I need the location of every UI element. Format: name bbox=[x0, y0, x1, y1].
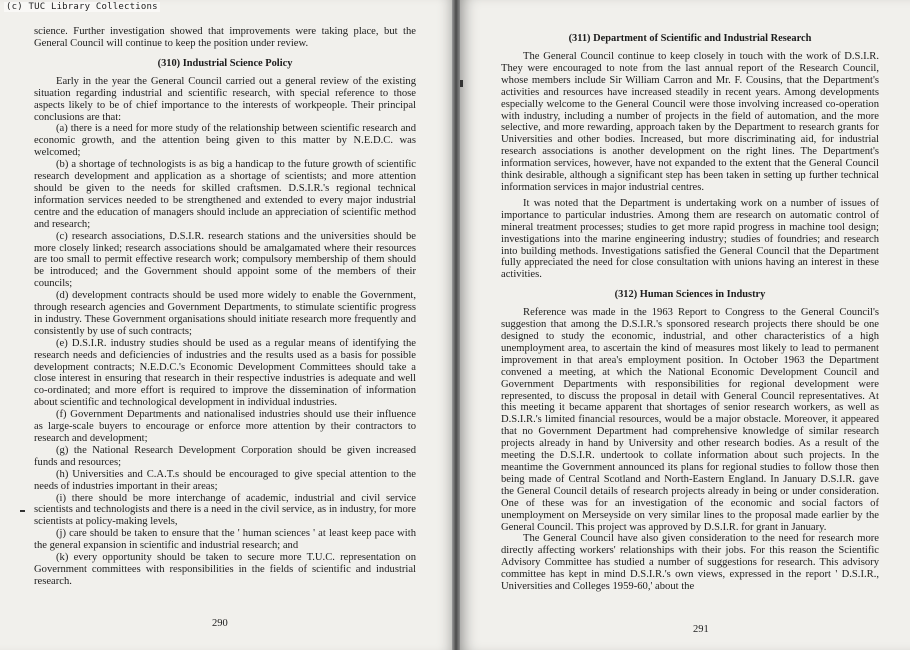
paragraph: It was noted that the Department is undertaking work on a number of issues of importance to particular industries. Among them are research on automatic control of mineral treatment processes; studies to get more rapid progress in machine tool design; investigations into the marine engineering industry; studies of foundries; and research into building methods. Investigations satisfied the General Council that the Department fully appreciated the need for close consultation with unions having an interest in these activities. bbox=[501, 197, 879, 281]
lead-paragraph: Early in the year the General Council carried out a general review of the existing situation regarding industrial and scientific research, with special reference to those aspects likely to be of chief importance to the interests of workpeople. Their principal conclusions are that: bbox=[34, 75, 416, 123]
list-item: (d) development contracts should be used more widely to enable the Government, through research agencies and Government Departments, to stimulate scientific progress in industry. These Government organisations should initiate research more frequently and consistently by use of such contracts; bbox=[34, 290, 416, 337]
list-item: (a) there is a need for more study of the relationship between scientific research and economic growth, and the attention being given to this matter by N.E.D.C. was welcomed; bbox=[34, 123, 416, 159]
section-heading-312: (312) Human Sciences in Industry bbox=[614, 289, 766, 301]
list-item: (k) every opportunity should be taken to secure more T.U.C. representation on Government committees with responsibilities in the fields of scientific and industrial research. bbox=[34, 552, 416, 587]
right-page bbox=[460, 0, 910, 650]
list-item: (f) Government Departments and nationalised industries should use their influence as large-scale buyers to encourage or enforce more attention by their contractors to research and development; bbox=[34, 409, 416, 444]
left-page bbox=[0, 0, 452, 650]
right-page-body bbox=[501, 33, 879, 593]
page-number-right: 291 bbox=[693, 624, 709, 635]
list-item: (b) a shortage of technologists is as big a handicap to the future growth of scientific research development and application as a shortage of scientists; and more attention should be given to the needs for skilled craftsmen. D.S.I.R.'s regional technical information services needed to be strengthened and extended to every major industrial centre and the education of managers should include an appreciation of scientific method and research; bbox=[34, 159, 416, 230]
margin-mark bbox=[460, 80, 463, 87]
left-page-body bbox=[34, 26, 416, 588]
paragraph: Reference was made in the 1963 Report to Congress to the General Council's suggestion that among the D.S.I.R.'s sponsored research projects there should be one designed to study the economic, industrial, and other characteristics of a high unemployment area, to ascertain the kind of measures most likely to lead to permanent improvement in that area's employment position. In October 1963 the Department convened a meeting, at which the National Economic Development Council and Government Departments with responsibilities for regional development were represented, to discuss the proposal in detail with General Council representatives. At this meeting it became apparent that shortages of senior research workers, as well as D.S.I.R.'s limited financial resources, would be a major obstacle. Moreover, it appeared that no Government Department had comprehensive knowledge of similar research projects already in hand by University and other research bodies. As a result of the meeting the D.S.I.R. undertook to collate information about such projects. In the meantime the Government announced its plans for regional studies to follow those then being made of Central Scotland and North-Eastern England. In January D.S.I.R. gave the General Council details of research projects already in being or under consideration. One of these was for an investigation of the economic and social factors of unemployment on Merseyside on very similar lines to the proposal made earlier by the General Council. This project was approved by D.S.I.R. for grant in January. bbox=[501, 307, 879, 533]
book-gutter bbox=[452, 0, 460, 650]
page-number-left: 290 bbox=[212, 618, 228, 629]
paragraph: The General Council continue to keep closely in touch with the work of D.S.I.R. They were encouraged to note from the last annual report of the Research Council, whose members include Sir William Carron and Mr. F. Cousins, that the Department's activities and resources have increased steadily in recent years. Among developments especially welcome to the General Council were those involving increased co-operation with industry, including a number of projects in the field of automation, and the more selective, and more rewarding, approach taken by the Department to research grants for Universities and other bodies. Increased, but more discriminating aid, for industrial research associations is another development on the right lines. The Department's information services, however, have not expanded to the extent that the General Council think desirable, although a significant step has been taken in setting up further technical information services in major industrial centres. bbox=[501, 51, 879, 193]
intro-paragraph: science. Further investigation showed that improvements were taking place, but the General Council will continue to keep the position under review. bbox=[34, 26, 416, 49]
list-item: (h) Universities and C.A.T.s should be encouraged to give special attention to the needs of industries important in their areas; bbox=[34, 468, 416, 492]
list-item: (e) D.S.I.R. industry studies should be used as a regular means of identifying the research needs and deficiencies of industries and the results used as a basis for possible development contracts; N.E.D.C.'s Economic Development Committees should take a close interest in ensuring that research in their respective industries is adequate and well co-ordinated; and more effort is required to improve the dissemination of information about scientific and technological development in individual industries. bbox=[34, 337, 416, 409]
section-heading-310: (310) Industrial Science Policy bbox=[157, 57, 293, 69]
section-heading-311: (311) Department of Scientific and Industrial Research bbox=[568, 33, 812, 44]
margin-mark bbox=[20, 510, 25, 512]
list-item: (i) there should be more interchange of academic, industrial and civil service scientists and technologists and there is a need in the civil service, as in industry, for more scientists at policy-making levels, bbox=[34, 492, 416, 528]
paragraph: The General Council have also given consideration to the need for research more directly affecting workers' relationships with their jobs. For this reason the Scientific Advisory Committee has studied a number of suggestions for research. This advisory committee has kept in mind D.S.I.R.'s own views, expressed in the report ' D.S.I.R., Universities and Colleges 1959-60,' about the bbox=[501, 533, 879, 593]
watermark: (c) TUC Library Collections bbox=[6, 2, 158, 12]
list-item: (j) care should be taken to ensure that the ' human sciences ' at least keep pace with the general expansion in scientific and industrial research; and bbox=[34, 528, 416, 552]
list-item: (c) research associations, D.S.I.R. research stations and the universities should be more closely linked; research associations should be amalgamated where their resources are too small to permit effective research work; compulsory membership of them should be introduced; and the Government should appoint some of the members of their councils; bbox=[34, 230, 416, 290]
list-item: (g) the National Research Development Corporation should be given increased funds and resources; bbox=[34, 444, 416, 468]
